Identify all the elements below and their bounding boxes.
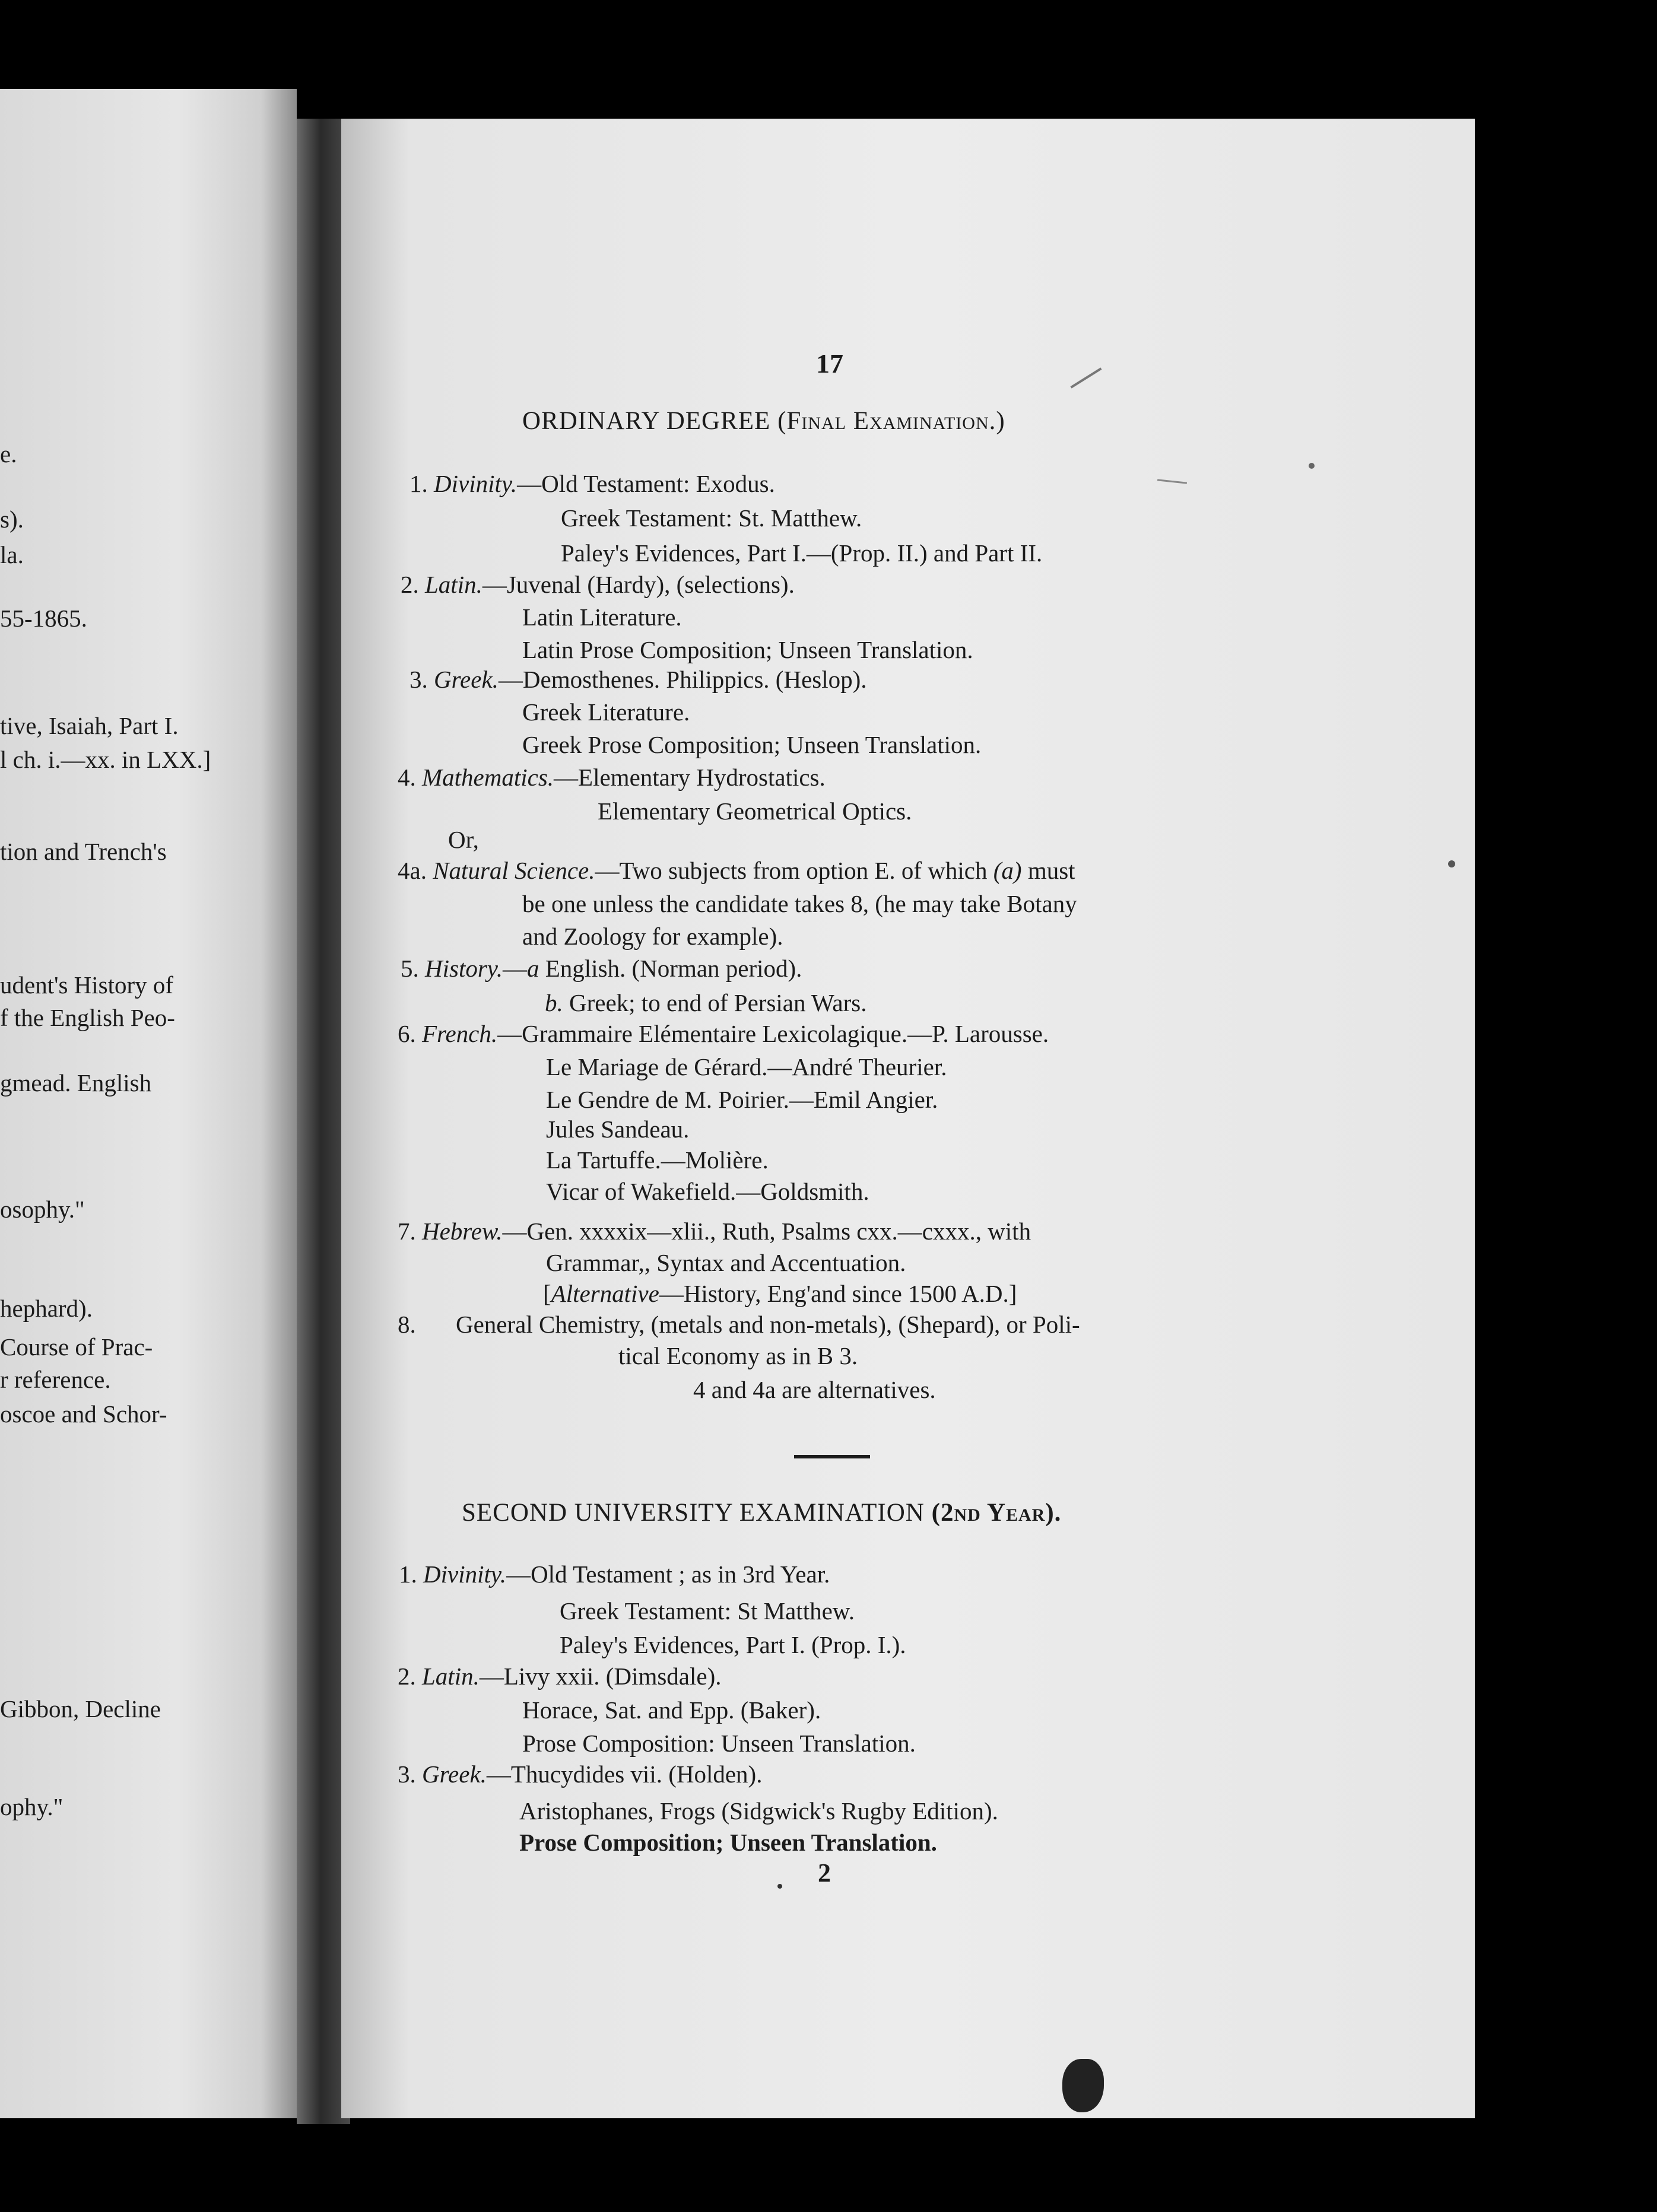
left-fragment: hephard). [0, 1295, 93, 1322]
course-line: Latin Literature. [522, 603, 682, 631]
page-number: 17 [816, 348, 843, 379]
course-line [401, 573, 795, 597]
course-text: —Old Testament: Exodus. [517, 470, 775, 497]
item-number: 7. [398, 1218, 416, 1245]
course-line: La Tartuffe.—Molière. [546, 1146, 769, 1174]
left-fragment: osophy." [0, 1196, 85, 1223]
course-line [398, 1022, 1049, 1046]
subject-name: Divinity. [423, 1561, 507, 1588]
course-text: —Old Testament ; as in 3rd Year. [506, 1561, 830, 1588]
subject-name: Latin. [422, 1663, 480, 1690]
course-line: tical Economy as in B 3. [618, 1342, 858, 1369]
heading-title: ORDINARY DEGREE [522, 407, 771, 435]
heading-subtitle: (Final Examination.) [777, 407, 1005, 435]
item-number: 5. [401, 955, 419, 982]
course-line [545, 991, 866, 1015]
item-number: 1. [399, 1561, 417, 1588]
subject-name: Divinity. [434, 470, 518, 497]
alternatives-note: 4 and 4a are alternatives. [693, 1376, 936, 1403]
course-line: Jules Sandeau. [546, 1115, 690, 1143]
course-text: —Grammaire Elémentaire Lexicolagique.—P. Larousse. [497, 1020, 1049, 1047]
course-line [399, 1562, 830, 1587]
item-number: 1. [410, 470, 428, 497]
course-text: (a) [993, 857, 1022, 884]
course-line [398, 1219, 1251, 1244]
course-text: a [527, 955, 539, 982]
course-line: Le Gendre de M. Poirier.—Emil Angier. [546, 1086, 938, 1113]
course-line: Elementary Geometrical Optics. [598, 797, 912, 825]
left-fragment: f the English Peo- [0, 1004, 175, 1031]
subject-name: Latin. [425, 571, 483, 598]
subject-name: French. [422, 1020, 498, 1047]
course-text: —Elementary Hydrostatics. [554, 764, 826, 791]
dust-speck [777, 1884, 782, 1889]
left-fragment: la. [0, 541, 24, 568]
course-text: must [1021, 857, 1075, 884]
subject-name: Natural Science. [433, 857, 595, 884]
course-line [398, 1762, 762, 1787]
course-text: —Two subjects from option E. of which [595, 857, 988, 884]
dust-speck [1309, 463, 1315, 469]
course-text: —Juvenal (Hardy), (selections). [482, 571, 795, 598]
course-text: —Livy xxii. (Dimsdale). [479, 1663, 722, 1690]
course-text: English. (Norman period). [539, 955, 802, 982]
heading-title: SECOND UNIVERSITY EXAMINATION [462, 1499, 925, 1527]
item-number: 3. [410, 666, 428, 693]
course-line [543, 1282, 1017, 1306]
or-separator: Or, [448, 826, 479, 853]
item-number: 8. [398, 1311, 416, 1338]
heading-subtitle: (2nd Year). [931, 1499, 1062, 1527]
course-line: Le Mariage de Gérard.—André Theurier. [546, 1053, 947, 1080]
item-number: 3. [398, 1760, 416, 1788]
course-text: —Thucydides vii. (Holden). [486, 1760, 763, 1788]
course-text: —Gen. xxxxix—xlii., Ruth, Psalms cxx.—cxxx., with [502, 1218, 1031, 1245]
subject-name: Greek. [422, 1760, 487, 1788]
course-line: Grammar,, Syntax and Accentuation. [546, 1249, 906, 1276]
left-fragment: r reference. [0, 1366, 111, 1393]
course-text: b. [545, 989, 563, 1016]
course-line [410, 668, 867, 692]
left-fragment: tion and Trench's [0, 838, 167, 865]
course-text: General Chemistry, (metals and non-metals), (Shepard), or Poli- [456, 1311, 1080, 1338]
item-number: 4a. [398, 857, 427, 884]
item-number: 6. [398, 1020, 416, 1047]
subject-name: History. [425, 955, 503, 982]
course-text: —Demosthenes. Philippics. (Heslop). [498, 666, 867, 693]
course-line: Prose Composition: Unseen Translation. [522, 1730, 916, 1757]
course-line: be one unless the candidate takes 8, (he may take Botany [522, 890, 1077, 917]
left-fragment: oscoe and Schor- [0, 1400, 167, 1428]
course-line: Paley's Evidences, Part I.—(Prop. II.) and Part II. [561, 539, 1043, 567]
course-line: and Zoology for example). [522, 923, 783, 950]
course-line [398, 859, 1075, 883]
left-fragment: gmead. English [0, 1069, 152, 1097]
course-line: Greek Testament: St Matthew. [560, 1597, 855, 1625]
course-line [398, 1312, 1080, 1337]
course-text: Greek; to end of Persian Wars. [563, 989, 867, 1016]
left-fragment: l ch. i.—xx. in LXX.] [0, 746, 211, 773]
left-fragment: tive, Isaiah, Part I. [0, 712, 179, 739]
course-line [398, 1664, 722, 1689]
course-line: Greek Prose Composition; Unseen Translation. [522, 731, 982, 758]
subject-name: Hebrew. [422, 1218, 503, 1245]
course-line: Horace, Sat. and Epp. (Baker). [522, 1696, 821, 1724]
ink-blot [1062, 2059, 1104, 2112]
course-line: Aristophanes, Frogs (Sidgwick's Rugby Edition). [519, 1797, 998, 1825]
course-line: Greek Testament: St. Matthew. [561, 504, 862, 532]
course-text: — [503, 955, 527, 982]
course-line: Prose Composition; Unseen Translation. [519, 1829, 937, 1856]
item-number: 4. [398, 764, 416, 791]
section-heading-ordinary [522, 408, 1005, 434]
left-fragment: ophy." [0, 1793, 64, 1820]
item-number: 2. [401, 571, 419, 598]
left-fragment: udent's History of [0, 971, 174, 999]
course-line [398, 765, 826, 790]
course-line [401, 956, 802, 981]
course-line [410, 472, 775, 496]
subject-name: Mathematics. [422, 764, 554, 791]
course-text: —History, Eng'and since 1500 A.D.] [659, 1280, 1017, 1307]
left-fragment: Course of Prac- [0, 1333, 153, 1361]
left-fragment: s). [0, 506, 24, 533]
course-line: Vicar of Wakefield.—Goldsmith. [546, 1178, 869, 1205]
course-line: Paley's Evidences, Part I. (Prop. I.). [560, 1631, 906, 1658]
course-line: Latin Prose Composition; Unseen Translation. [522, 636, 973, 663]
section-heading-second [462, 1500, 1061, 1525]
dust-speck [1448, 860, 1455, 867]
course-text: Alternative [551, 1280, 659, 1307]
item-number: 2. [398, 1663, 416, 1690]
course-text: [ [543, 1280, 551, 1307]
left-fragment: e. [0, 440, 17, 468]
left-fragment: 55-1865. [0, 605, 87, 632]
signature-mark: 2 [818, 1858, 831, 1887]
section-divider [794, 1455, 870, 1458]
subject-name: Greek. [434, 666, 499, 693]
course-line: Greek Literature. [522, 698, 690, 726]
left-fragment: Gibbon, Decline [0, 1695, 161, 1722]
